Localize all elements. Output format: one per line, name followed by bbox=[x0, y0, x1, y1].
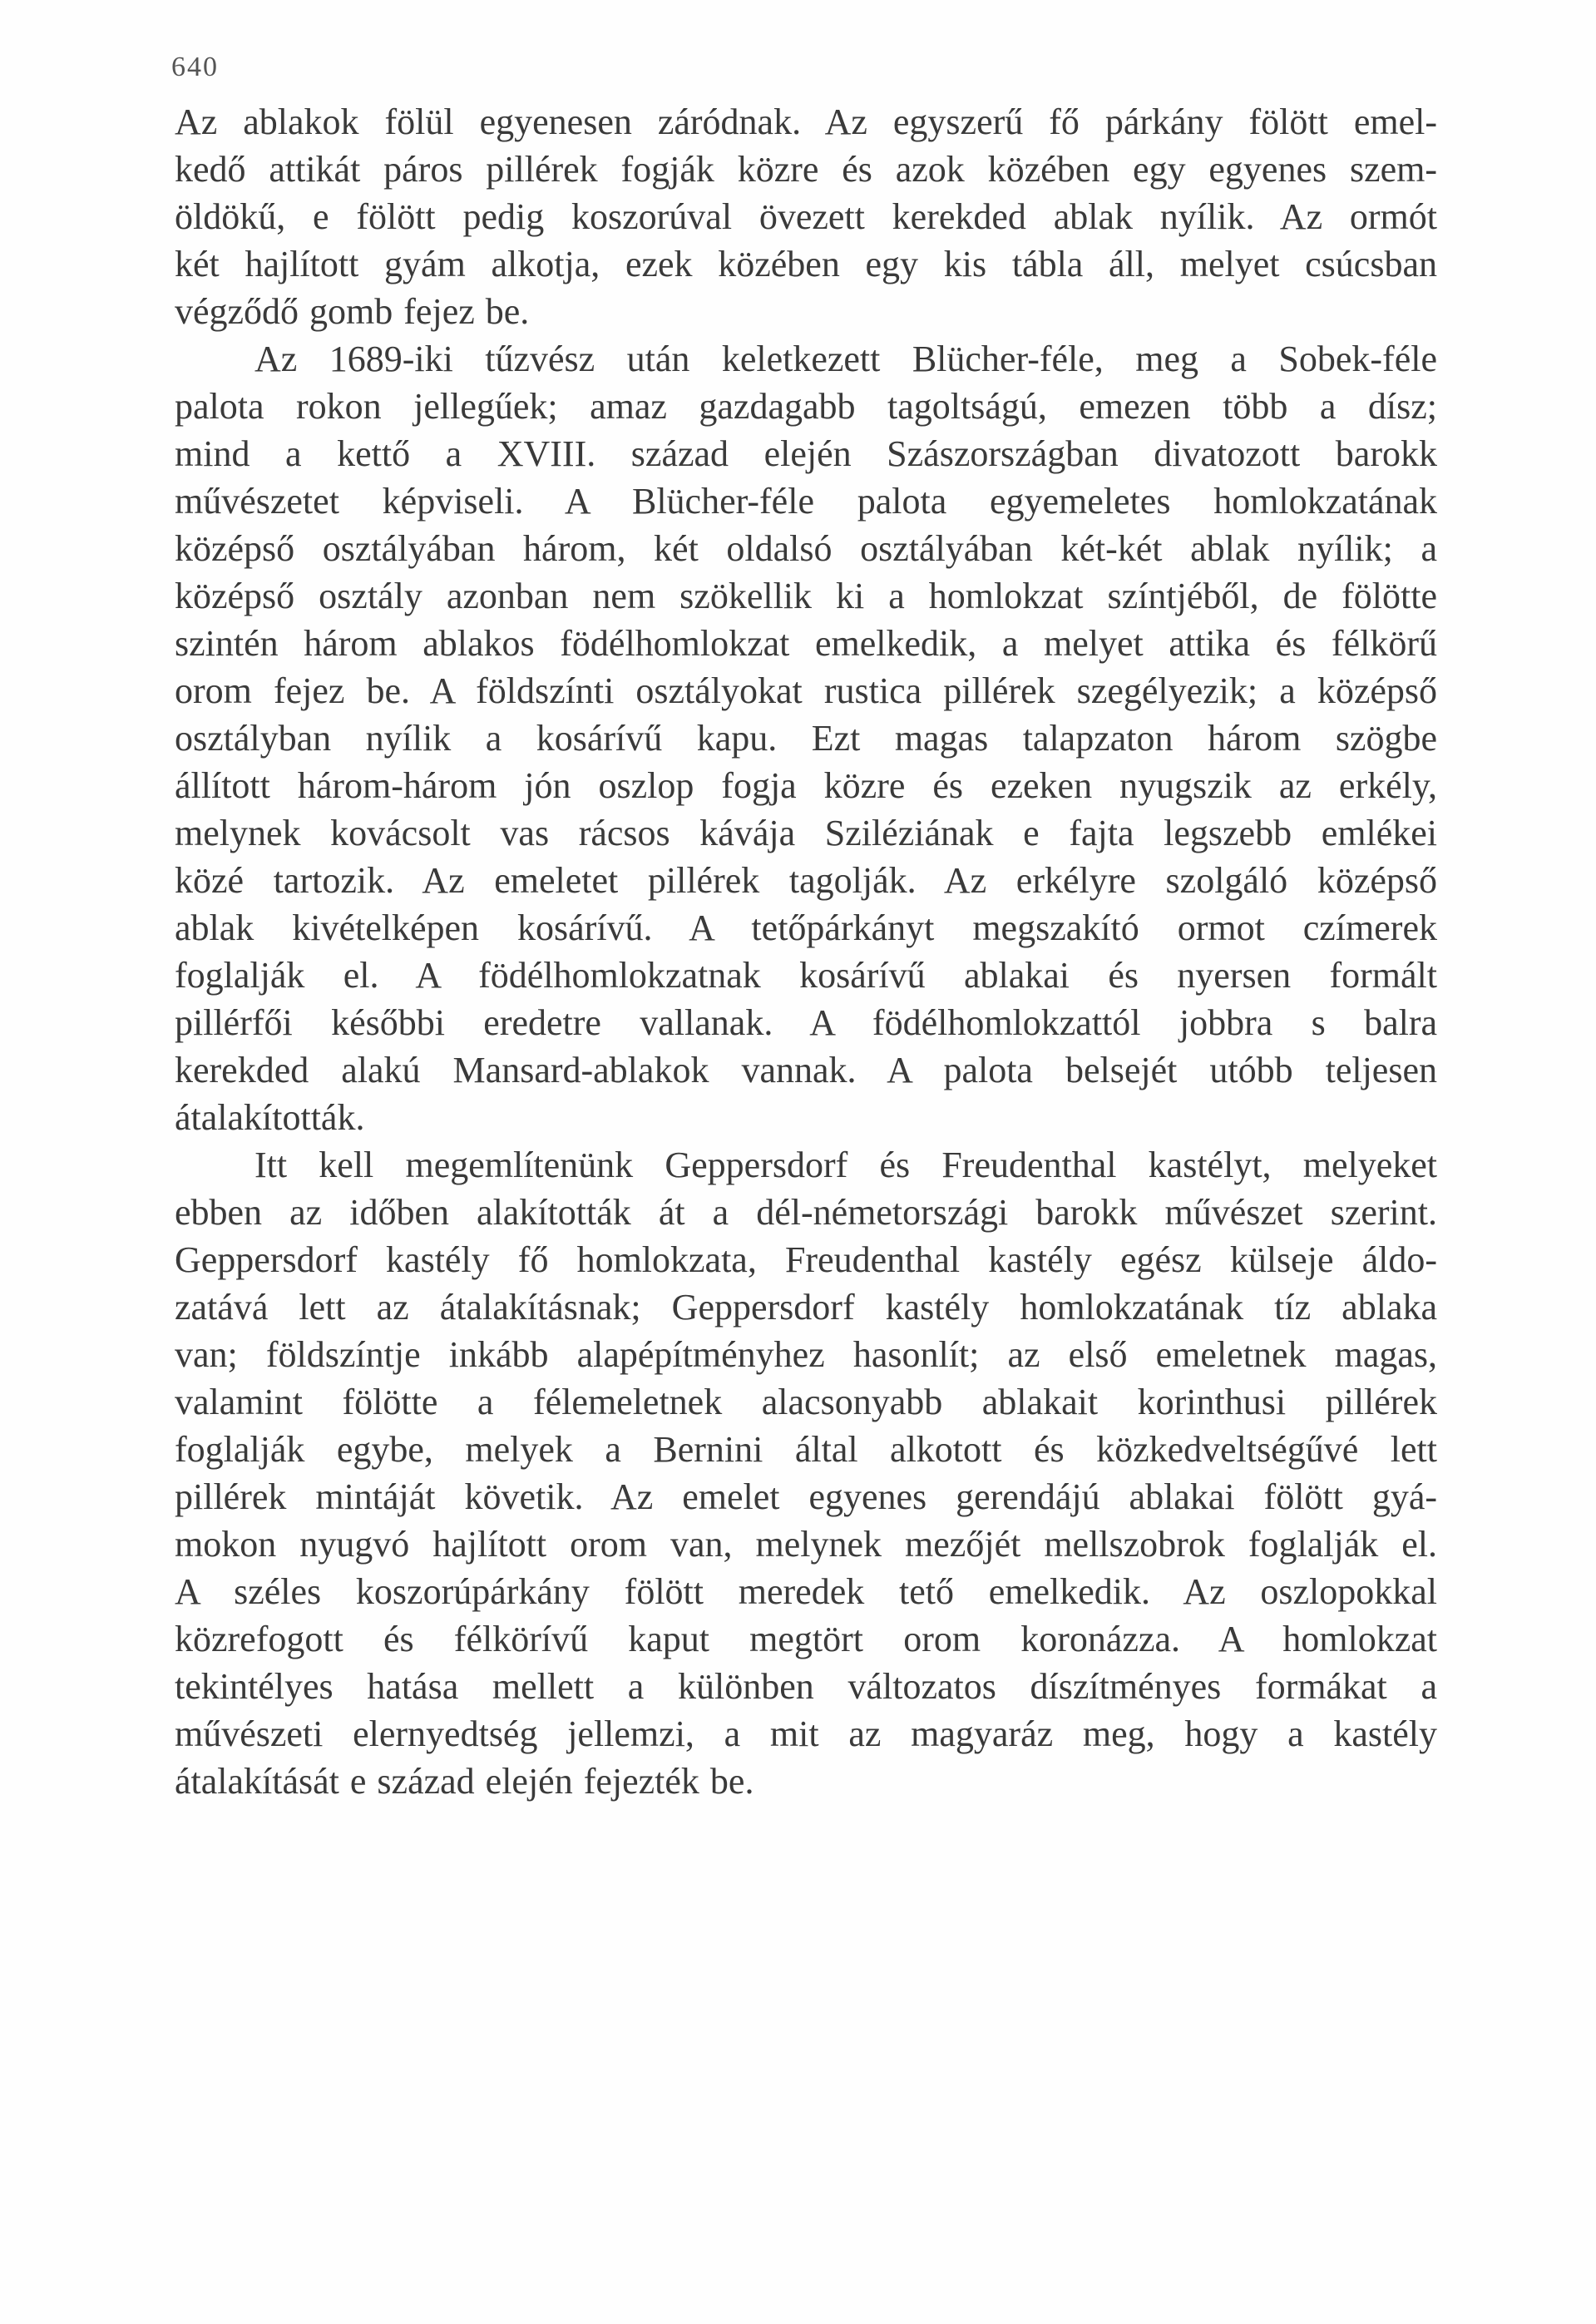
text-line: ebben az időben alakították át a dél-németországi barokk művészet szerint. bbox=[175, 1192, 1437, 1233]
text-line: művészeti elernyedtség jellemzi, a mit az magyaráz meg, hogy a kastély bbox=[175, 1713, 1437, 1754]
text-line: zatává lett az átalakításnak; Geppersdorf kastély homlokzatának tíz ablaka bbox=[175, 1287, 1437, 1328]
text-line: pillérek mintáját követik. Az emelet egyenes gerendájú ablakai fölött gyá- bbox=[175, 1476, 1437, 1517]
text-line: valamint fölötte a félemeletnek alacsonyabb ablakait korinthusi pillérek bbox=[175, 1382, 1437, 1422]
text-line: mind a kettő a XVIII. század elején Szászországban divatozott barokk bbox=[175, 433, 1437, 474]
text-line: kedő attikát páros pillérek fogják közre és azok közében egy egyenes szem- bbox=[175, 149, 1437, 190]
text-line: művészetet képviseli. A Blücher-féle palota egyemeletes homlokzatának bbox=[175, 481, 1437, 522]
text-line: állított három-három jón oszlop fogja közre és ezeken nyugszik az erkély, bbox=[175, 765, 1437, 806]
text-line: középső osztály azonban nem szökellik ki a homlokzat színtjéből, de fölötte bbox=[175, 576, 1437, 616]
body-text bbox=[175, 98, 1437, 1805]
text-line: végződő gomb fejez be. bbox=[175, 291, 530, 332]
text-line: foglalják egybe, melyek a Bernini által alkotott és közkedveltségűvé lett bbox=[175, 1429, 1437, 1470]
text-line: mokon nyugvó hajlított orom van, melynek mezőjét mellszobrok foglalják el. bbox=[175, 1524, 1437, 1565]
text-line: Geppersdorf kastély fő homlokzata, Freudenthal kastély egész külseje áldo- bbox=[175, 1239, 1437, 1280]
text-line: átalakítását e század elején fejezték be. bbox=[175, 1761, 754, 1802]
text-line: tekintélyes hatása mellett a különben változatos díszítményes formákat a bbox=[175, 1666, 1437, 1707]
text-line: osztályban nyílik a kosárívű kapu. Ezt magas talapzaton három szögbe bbox=[175, 718, 1437, 759]
text-line: középső osztályában három, két oldalsó osztályában két-két ablak nyílik; a bbox=[175, 528, 1437, 569]
page-number: 640 bbox=[171, 52, 219, 82]
text-line: orom fejez be. A földszínti osztályokat rustica pillérek szegélyezik; a középső bbox=[175, 670, 1437, 711]
text-line: öldökű, e fölött pedig koszorúval övezett kerekded ablak nyílik. Az ormót bbox=[175, 196, 1437, 237]
text-line: melynek kovácsolt vas rácsos kávája Sziléziának e fajta legszebb emlékei bbox=[175, 813, 1437, 853]
text-line: foglalják el. A födélhomlokzatnak kosárívű ablakai és nyersen formált bbox=[175, 955, 1437, 996]
text-line: átalakították. bbox=[175, 1097, 365, 1138]
text-line: közé tartozik. Az emeletet pillérek tagolják. Az erkélyre szolgáló középső bbox=[175, 860, 1437, 901]
text-line: palota rokon jellegűek; amaz gazdagabb tagoltságú, emezen több a dísz; bbox=[175, 386, 1437, 427]
text-line: szintén három ablakos födélhomlokzat emelkedik, a melyet attika és félkörű bbox=[175, 623, 1437, 664]
text-line: kerekded alakú Mansard-ablakok vannak. A palota belsejét utóbb teljesen bbox=[175, 1050, 1437, 1090]
text-line: A széles koszorúpárkány fölött meredek tető emelkedik. Az oszlopokkal bbox=[175, 1571, 1437, 1612]
text-line: közrefogott és félkörívű kaput megtört orom koronázza. A homlokzat bbox=[175, 1619, 1437, 1659]
text-line: Itt kell megemlítenünk Geppersdorf és Freudenthal kastélyt, melyeket bbox=[254, 1145, 1437, 1185]
text-line: két hajlított gyám alkotja, ezek közében egy kis tábla áll, melyet csúcsban bbox=[175, 244, 1437, 284]
text-line: pillérfői későbbi eredetre vallanak. A födélhomlokzattól jobbra s balra bbox=[175, 1002, 1437, 1043]
text-line: Az 1689-iki tűzvész után keletkezett Blücher-féle, meg a Sobek-féle bbox=[254, 339, 1437, 379]
text-line: ablak kivételképen kosárívű. A tetőpárkányt megszakító ormot czímerek bbox=[175, 907, 1437, 948]
text-line: van; földszíntje inkább alapépítményhez hasonlít; az első emeletnek magas, bbox=[175, 1334, 1437, 1375]
text-line: Az ablakok fölül egyenesen záródnak. Az egyszerű fő párkány fölött emel- bbox=[175, 101, 1437, 142]
